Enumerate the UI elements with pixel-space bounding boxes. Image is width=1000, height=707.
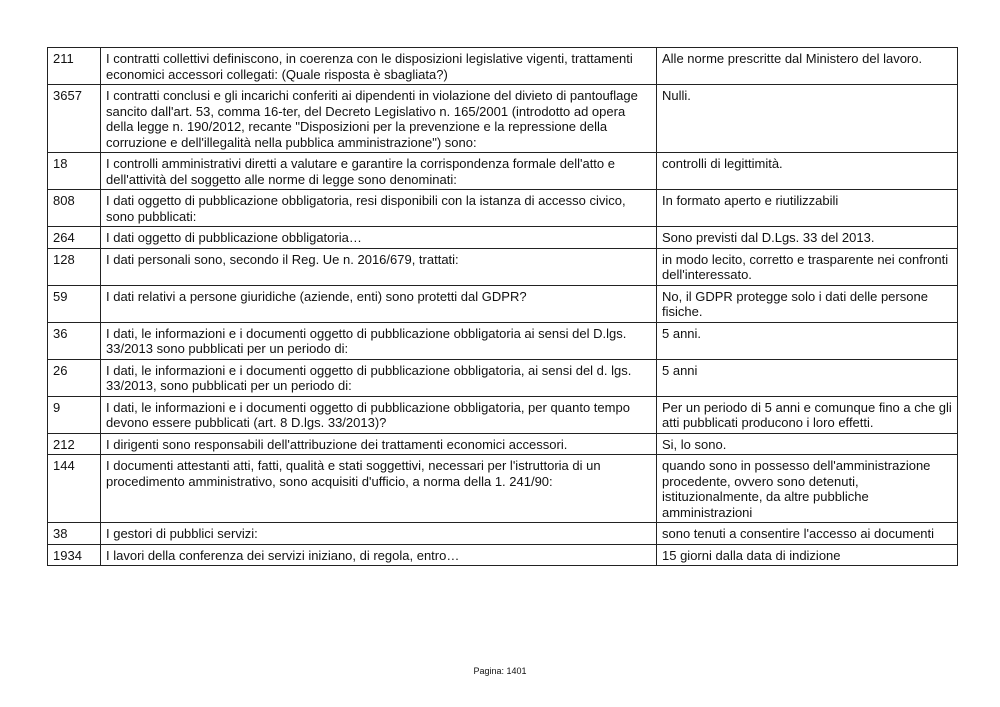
question-cell: I gestori di pubblici servizi:	[101, 523, 657, 545]
row-id-cell: 128	[48, 248, 101, 285]
answer-cell: sono tenuti a consentire l'accesso ai documenti	[657, 523, 958, 545]
table-row	[48, 227, 958, 249]
table-row	[48, 248, 958, 285]
answer-cell: Alle norme prescritte dal Ministero del lavoro.	[657, 48, 958, 85]
row-id-cell: 264	[48, 227, 101, 249]
row-id-cell: 211	[48, 48, 101, 85]
table-row	[48, 359, 958, 396]
table-row	[48, 285, 958, 322]
table-row	[48, 396, 958, 433]
answer-cell: 5 anni.	[657, 322, 958, 359]
question-cell: I dati oggetto di pubblicazione obbligatoria…	[101, 227, 657, 249]
answer-cell: 5 anni	[657, 359, 958, 396]
table-row	[48, 190, 958, 227]
answer-cell: in modo lecito, corretto e trasparente nei confronti dell'interessato.	[657, 248, 958, 285]
question-cell: I contratti collettivi definiscono, in coerenza con le disposizioni legislative vigenti, trattamenti economici accessori collegati: (Quale risposta è sbagliata?)	[101, 48, 657, 85]
row-id-cell: 808	[48, 190, 101, 227]
qa-table-body	[48, 48, 958, 566]
answer-cell: No, il GDPR protegge solo i dati delle persone fisiche.	[657, 285, 958, 322]
answer-cell: Si, lo sono.	[657, 433, 958, 455]
qa-table	[47, 47, 958, 566]
question-cell: I dati relativi a persone giuridiche (aziende, enti) sono protetti dal GDPR?	[101, 285, 657, 322]
table-row	[48, 455, 958, 523]
table-row	[48, 48, 958, 85]
question-cell: I documenti attestanti atti, fatti, qualità e stati soggettivi, necessari per l'istruttoria di un procedimento amministrativo, sono acquisiti d'ufficio, a norma della 1. 241/90:	[101, 455, 657, 523]
question-cell: I dati, le informazioni e i documenti oggetto di pubblicazione obbligatoria, per quanto tempo devono essere pubblicati (art. 8 D.lgs. 33/2013)?	[101, 396, 657, 433]
row-id-cell: 59	[48, 285, 101, 322]
answer-cell: Nulli.	[657, 85, 958, 153]
question-cell: I dirigenti sono responsabili dell'attribuzione dei trattamenti economici accessori.	[101, 433, 657, 455]
table-row	[48, 523, 958, 545]
row-id-cell: 3657	[48, 85, 101, 153]
answer-cell: quando sono in possesso dell'amministrazione procedente, ovvero sono detenuti, istituzionalmente, da altre pubbliche amministrazioni	[657, 455, 958, 523]
table-row	[48, 433, 958, 455]
question-cell: I dati personali sono, secondo il Reg. Ue n. 2016/679, trattati:	[101, 248, 657, 285]
table-row	[48, 322, 958, 359]
answer-cell: 15 giorni dalla data di indizione	[657, 544, 958, 566]
answer-cell: Sono previsti dal D.Lgs. 33 del 2013.	[657, 227, 958, 249]
page-number: Pagina: 1401	[473, 666, 527, 676]
table-row	[48, 544, 958, 566]
question-cell: I dati, le informazioni e i documenti oggetto di pubblicazione obbligatoria ai sensi del D.lgs. 33/2013 sono pubblicati per un periodo di:	[101, 322, 657, 359]
row-id-cell: 144	[48, 455, 101, 523]
row-id-cell: 9	[48, 396, 101, 433]
row-id-cell: 36	[48, 322, 101, 359]
answer-cell: Per un periodo di 5 anni e comunque fino a che gli atti pubblicati producono i loro effetti.	[657, 396, 958, 433]
question-cell: I contratti conclusi e gli incarichi conferiti ai dipendenti in violazione del divieto di pantouflage sancito dall'art. 53, comma 16-ter, del Decreto Legislativo n. 165/2001 (introdotto ad opera della legge n. 190/2012, recante "Disposizioni per la prevenzione e la repressione della corruzione e dell'illegalità nella pubblica amministrazione") sono:	[101, 85, 657, 153]
question-cell: I dati oggetto di pubblicazione obbligatoria, resi disponibili con la istanza di accesso civico, sono pubblicati:	[101, 190, 657, 227]
row-id-cell: 26	[48, 359, 101, 396]
table-row	[48, 153, 958, 190]
question-cell: I controlli amministrativi diretti a valutare e garantire la corrispondenza formale dell'atto e dell'attività del soggetto alle norme di legge sono denominati:	[101, 153, 657, 190]
question-cell: I lavori della conferenza dei servizi iniziano, di regola, entro…	[101, 544, 657, 566]
answer-cell: controlli di legittimità.	[657, 153, 958, 190]
table-row	[48, 85, 958, 153]
row-id-cell: 18	[48, 153, 101, 190]
answer-cell: In formato aperto e riutilizzabili	[657, 190, 958, 227]
row-id-cell: 1934	[48, 544, 101, 566]
row-id-cell: 212	[48, 433, 101, 455]
row-id-cell: 38	[48, 523, 101, 545]
question-cell: I dati, le informazioni e i documenti oggetto di pubblicazione obbligatoria, ai sensi del d. lgs. 33/2013, sono pubblicati per un periodo di:	[101, 359, 657, 396]
